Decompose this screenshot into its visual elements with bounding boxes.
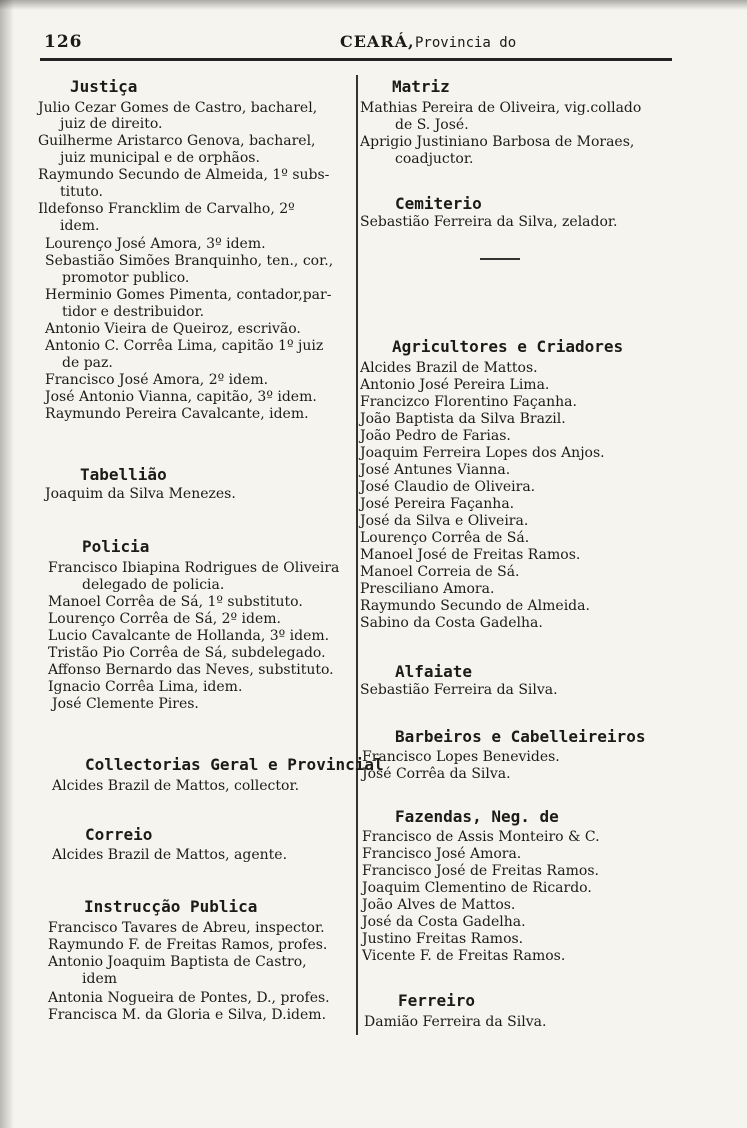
entry-line: Antonio C. Corrêa Lima, capitão 1º juiz [45, 338, 324, 354]
entry-line: Joaquim da Silva Menezes. [45, 486, 236, 502]
entry-line: Herminio Gomes Pimenta, contador,par- [45, 287, 332, 303]
section-heading-fazendas: Fazendas, Neg. de [395, 807, 559, 826]
entry-line: Lucio Cavalcante de Hollanda, 3º idem. [48, 628, 330, 644]
section-heading-cemiterio: Cemiterio [395, 194, 482, 213]
entry-line: Antonio José Pereira Lima. [360, 377, 550, 393]
entry-line: Lourenço José Amora, 3º idem. [45, 236, 266, 252]
entry-line: José Clemente Pires. [52, 696, 199, 712]
entry-line: Manoel José de Freitas Ramos. [360, 547, 581, 563]
entry-line: João Baptista da Silva Brazil. [360, 411, 566, 427]
section-heading-instruccao: Instrucção Publica [84, 897, 258, 916]
entry-line: Mathias Pereira de Oliveira, vig.collado [360, 100, 642, 116]
running-title: CEARÁ, [340, 32, 415, 51]
entry-line: Antonio Vieira de Queiroz, escrivão. [45, 321, 301, 337]
entry-line: Julio Cezar Gomes de Castro, bacharel, [38, 100, 318, 116]
entry-line: Aprigio Justiniano Barbosa de Moraes, [360, 134, 635, 150]
entry-line: Joaquim Clementino de Ricardo. [362, 880, 592, 896]
entry-line: João Pedro de Farias. [360, 428, 511, 444]
section-heading-alfaiate: Alfaiate [395, 662, 473, 681]
entry-line: José da Silva e Oliveira. [360, 513, 529, 529]
entry-line: Vicente F. de Freitas Ramos. [362, 948, 566, 964]
entry-line: Ignacio Corrêa Lima, idem. [48, 679, 243, 695]
entry-line: Damião Ferreira da Silva. [364, 1014, 547, 1030]
page-number: 126 [44, 32, 83, 52]
section-heading-collectorias: Collectorias Geral e Provincial [85, 755, 384, 774]
entry-line: Alcides Brazil de Mattos, collector. [52, 778, 300, 794]
entry-line: Alcides Brazil de Mattos. [360, 360, 538, 376]
entry-line: delegado de policia. [82, 577, 225, 593]
entry-line: José Antonio Vianna, capitão, 3º idem. [45, 389, 317, 405]
section-heading-policia: Policia [82, 537, 150, 556]
entry-line: Ildefonso Francklim de Carvalho, 2º [38, 201, 295, 217]
entry-line: Raymundo Pereira Cavalcante, idem. [45, 406, 309, 422]
entry-line: tidor e destribuidor. [62, 304, 205, 320]
entry-line: idem. [60, 218, 100, 234]
section-heading-agricultores: Agricultores e Criadores [392, 337, 624, 356]
entry-line: Antonio Joaquim Baptista de Castro, [48, 954, 307, 970]
section-heading-tabelliao: Tabellião [80, 465, 167, 484]
entry-line: Raymundo Secundo de Almeida, 1º subs- [38, 167, 330, 183]
entry-line: Francisco José Amora, 2º idem. [45, 372, 269, 388]
entry-line: Guilherme Aristarco Genova, bacharel, [38, 133, 316, 149]
entry-line: Justino Freitas Ramos. [362, 931, 524, 947]
section-heading-ferreiro: Ferreiro [398, 991, 476, 1010]
entry-line: Presciliano Amora. [360, 581, 495, 597]
entry-line: José da Costa Gadelha. [362, 914, 526, 930]
entry-line: Alcides Brazil de Mattos, agente. [52, 847, 288, 863]
entry-line: Affonso Bernardo das Neves, substituto. [48, 662, 334, 678]
entry-line: Francizco Florentino Façanha. [360, 394, 577, 410]
section-heading-barbeiros: Barbeiros e Cabelleireiros [395, 727, 646, 746]
entry-line: José Corrêa da Silva. [362, 766, 511, 782]
entry-line: coadjuctor. [395, 151, 474, 167]
entry-line: Francisco de Assis Monteiro & C. [362, 829, 600, 845]
entry-line: Manoel Corrêa de Sá, 1º substituto. [48, 594, 303, 610]
running-subtitle: Provincia do [415, 35, 517, 51]
entry-line: José Claudio de Oliveira. [360, 479, 536, 495]
entry-line: Lourenço Corrêa de Sá, 2º idem. [48, 611, 281, 627]
entry-line: Francisca M. da Gloria e Silva, D.idem. [48, 1007, 327, 1023]
entry-line: promotor publico. [62, 270, 190, 286]
section-heading-matriz: Matriz [392, 77, 450, 96]
entry-line: Lourenço Corrêa de Sá. [360, 530, 530, 546]
entry-line: de S. José. [395, 117, 469, 133]
entry-line: Manoel Correia de Sá. [360, 564, 520, 580]
entry-line: Joaquim Ferreira Lopes dos Anjos. [360, 445, 605, 461]
entry-line: João Alves de Mattos. [362, 897, 516, 913]
entry-line: Antonia Nogueira de Pontes, D., profes. [48, 990, 330, 1006]
entry-line: juiz de direito. [60, 116, 163, 132]
entry-line: Sebastião Ferreira da Silva, zelador. [360, 214, 618, 230]
entry-line: Francisco José de Freitas Ramos. [362, 863, 599, 879]
entry-line: Francisco José Amora. [362, 846, 522, 862]
entry-line: juiz municipal e de orphãos. [60, 150, 260, 166]
entry-line: José Antunes Vianna. [360, 462, 511, 478]
section-heading-correio: Correio [85, 825, 153, 844]
entry-line: Sebastião Simões Branquinho, ten., cor., [45, 253, 334, 269]
entry-line: José Pereira Façanha. [360, 496, 515, 512]
section-heading-justica: Justiça [70, 77, 138, 96]
entry-line: Sabino da Costa Gadelha. [360, 615, 543, 631]
entry-line: Raymundo F. de Freitas Ramos, profes. [48, 937, 328, 953]
entry-line: de paz. [62, 355, 113, 371]
entry-line: idem [82, 971, 117, 987]
entry-line: Francisco Tavares de Abreu, inspector. [48, 920, 325, 936]
entry-line: Francisco Ibiapina Rodrigues de Oliveira [48, 560, 340, 576]
entry-line: Francisco Lopes Benevides. [362, 749, 560, 765]
entry-line: tituto. [60, 184, 104, 200]
entry-line: Raymundo Secundo de Almeida. [360, 598, 590, 614]
entry-line: Sebastião Ferreira da Silva. [360, 682, 558, 698]
entry-line: Tristão Pio Corrêa de Sá, subdelegado. [48, 645, 326, 661]
